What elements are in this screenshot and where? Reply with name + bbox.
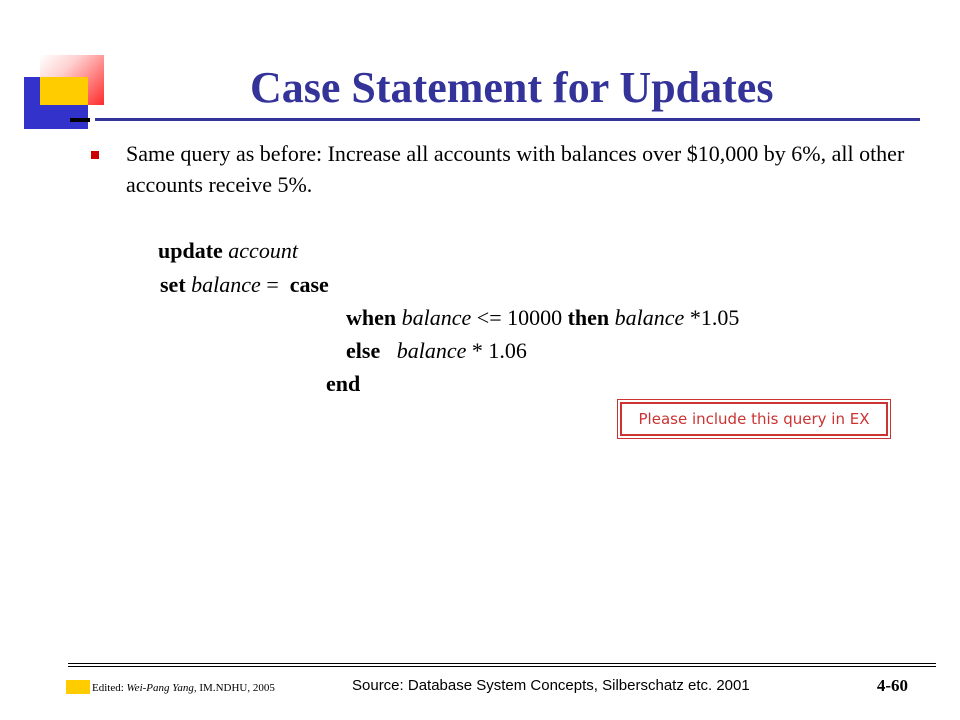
slide-title: Case Statement for Updates <box>250 63 774 112</box>
footer-divider <box>68 663 936 664</box>
footer-divider-secondary <box>68 666 936 667</box>
code-line-4: else balance * 1.06 <box>346 338 527 363</box>
footer-source: Source: Database System Concepts, Silberschatz etc. 2001 <box>352 677 750 694</box>
code-line-1: update account <box>158 238 298 263</box>
code-line-5: end <box>326 371 361 396</box>
page-number: 4-60 <box>876 676 908 695</box>
decorative-black-bar <box>70 118 90 122</box>
bullet-text: Same query as before: Increase all accounts with balances over $10,000 by 6%, all other accounts receive 5%. <box>126 141 905 197</box>
footer-color-swatch <box>66 680 90 694</box>
code-line-2: set balance = case <box>160 272 329 297</box>
note-callout: Please include this query in EX <box>620 402 888 436</box>
bullet-marker <box>91 151 99 159</box>
title-divider <box>95 118 920 121</box>
code-line-3: when balance <= 10000 then balance *1.05 <box>346 305 740 330</box>
footer-edited: Edited: Wei-Pang Yang, IM.NDHU, 2005 <box>92 682 275 694</box>
decorative-yellow-square <box>40 77 88 105</box>
